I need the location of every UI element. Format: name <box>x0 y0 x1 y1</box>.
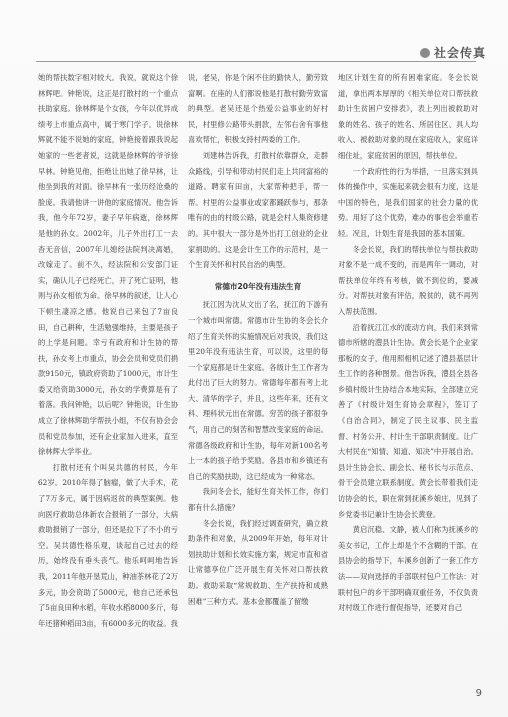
header-divider <box>36 61 476 62</box>
paragraph: 她的帮扶数字相对较大。我说，就说这个徐林辉吧。钟艳说，这正是打散村的一个重点扶助家庭。徐林辉是个女孩，今年以优异成绩考上市重点高中，属于寒门学子。说徐林辉就不能不说她的家庭，钟艳接着跟我说起她家的一些老者说，这就是徐林辉的爷爷徐早林。钟艳见他，拒绝让出她了徐早林，让他坐到我的对面。徐早林有一张历经沧桑的脸庞。我请他讲一讲他的家庭情况。他告诉我，他今年72岁，妻子早年病逝，徐林辉是他的孙女。2002年，儿子外出打工一去杳无音信，2007年儿媳经法院判决离婚，改嫁走了。前不久，经法院和公安部门证实，确认儿子已经死亡，开了死亡证明，他则与孙女相依为命。徐早林的叙述，让人心下顿生凄凉之感。他说自己来包了7亩良田，自己耕种，生活勉强维持，主要是孩子的上学是问题。幸亏有政府和计生协的帮扶，孙女考上市重点，协会会员和党员们捐款9150元，镇政府资助了1000元，市计生委又给资助3000元，孙女的学费算是有了着落。我问钟艳，以后呢？钟艳说，计生协成立了徐林辉助学帮扶小组，不仅有协会会员和党员参加，还有企业家加入进来，直至徐林辉大学毕业。 <box>38 73 178 457</box>
paragraph: 沿着抚江江水的流动方向，我们来到常德市所辖的澧县计生协。黄会长是个企业家那板的女子，他用照相机记述了澧县基层计生工作的各种图景。他告诉我，澧县全县各乡镇村级计生协结合本地实际，全部建立完善了《村级计划生育协会章程》，签订了《自治合同》，制定了民主议事、民主监督、村务公开、村计生干部职责制度。让广大村民在“知情、知道、知决”中开展自治。县计生协会长、副会长、秘书长与示范点、骨干会员建立联系制度。黄会长带着我们走访协会的长，职在常到抚溪乡娘庄，见到了乡党委书记兼计生协会长黄登。 <box>338 322 478 519</box>
paragraph: 说，老吴，你是个闲不住的勤快人，勤劳致富啊。在座的人们都说他是打散村勤劳致富的典型。老吴还是个热爱公益事业的好村民，村里修公路带头捐款，左邻右舍有事他喜欢帮忙，积极支持村两委的工作。 <box>188 73 328 145</box>
paragraph: 打散村还有个叫吴共德的村民，今年62岁。2010年得了脑瘤，做了大手术，花了7万多元，属于因病返贫的典型案例。他向医疗救助总体新农合报销了一部分，大病救助报销了一部分，但还是拉下了不小的亏空。吴共德性格乐观，谈起自己过去的经历，始终没有垂头丧气。他乐呵呵地告诉我，2011年他开垦荒山，种油茶林花了2万多元，协会资助了5000元，他自己还承包了5亩良田种水稻，年收水稻8000多斤，每年还猪种稻田3亩，有6000多元的收益。我 <box>38 462 178 628</box>
article-body <box>38 70 478 682</box>
paragraph: 冬会长说，我们经过调查研究，确立救助条件和对象，从2009年开始，每年对计划扶助计划和长效实施方案，规定市直和省让常德享位广泛开展生育关怀对口帮扶救助。救助采取“常规救助、生产扶持和成熟困难”三种方式。基本金都覆盖了留缴 <box>188 518 328 606</box>
page-number: 9 <box>475 688 482 699</box>
section-tag <box>420 44 486 61</box>
paragraph: 抚江因为沈从文出了名，抚江的下游有一个城市叫常德。常德市计生协的冬会长介绍了生育关怀的实施情况后对我说，我们这里20年没有违法生育，可以说，这里的每一个家庭都是计生家庭。各级计生工作者为此付出了巨大的努力。常德每年都有考上北大、清华的学子，并且，这些年来，还有文科、理科状元出在常德。穷苦的孩子都很争气，用自己的刻苦和智慧改变家庭的命运。常德各级政府和计生协，每年对新100名考上一本的孩子给予奖励。各县市和乡镇还有自己的奖励扶助，这已经成为一种常态。 <box>188 300 328 481</box>
section-subheading: 常德市20年没有违法生育 <box>214 281 302 291</box>
paragraph: 刘建林告诉我，打散村依靠群众，走群众路线，引导和带动村民们走上共同富裕的道路。聘家有田亩，大家帮种把手，帮一帮。村里的公益事业或家都踊跃参与，那条唯有的由的村级公路，就是会村人集资修建的。其中很大一部分是外出打工创业的企业家捐助的。这是会计生工作的示范村，是一个生育关怀和村民自治的典型。 <box>188 150 328 270</box>
paragraph: 我问冬会长，能好生育关怀工作，你们都有什么措施？ <box>188 487 328 513</box>
paragraph: 黄启沉稳、文静，被人们称为抚溪乡的美女书记，工作上却是个不含糊的干部。在县协会的指导下，车溪乡创新了一套工作方法——双向选择的手部联村包户工作法：对联村包户的乡干部明确双重任务，不仅负责对村级工作进行督促指导，还要对自己 <box>338 525 478 613</box>
paragraph: 一个政府性的行为举措，一旦落实到具体的操作中，实施起来就会很有力度，这是中国的特色，是我们国家的社会力量的优势。用好了这个优势，难办的事也会举重若轻。况且，计划生育是我国的基本国策。 <box>338 166 478 238</box>
paragraph: 地区计划生育的所有困难家庭。冬会长说道，拿出两本厚厚的《相关单位对口帮扶救助计生贫困户安排表》，表上列出被救助对象的姓名、孩子的姓名、所居住区、具人均收入、被救助对象的现在家庭收入，家庭详细住址，家庭贫困的原因，帮扶单位。 <box>338 73 478 160</box>
column-middle <box>188 70 328 682</box>
paragraph: 冬会长说，我们的帮扶单位与帮扶救助对象不是一成不变的，而是两年一调动，对帮扶单位年终有考核，做不到位的，要减分。对帮扶对象有评估，脱贫的，就不再列入帮扶范围。 <box>338 244 478 316</box>
column-right <box>338 70 478 682</box>
column-left <box>38 70 178 682</box>
section-title: 社会传真 <box>433 46 486 60</box>
section-bullet-icon <box>420 48 430 58</box>
